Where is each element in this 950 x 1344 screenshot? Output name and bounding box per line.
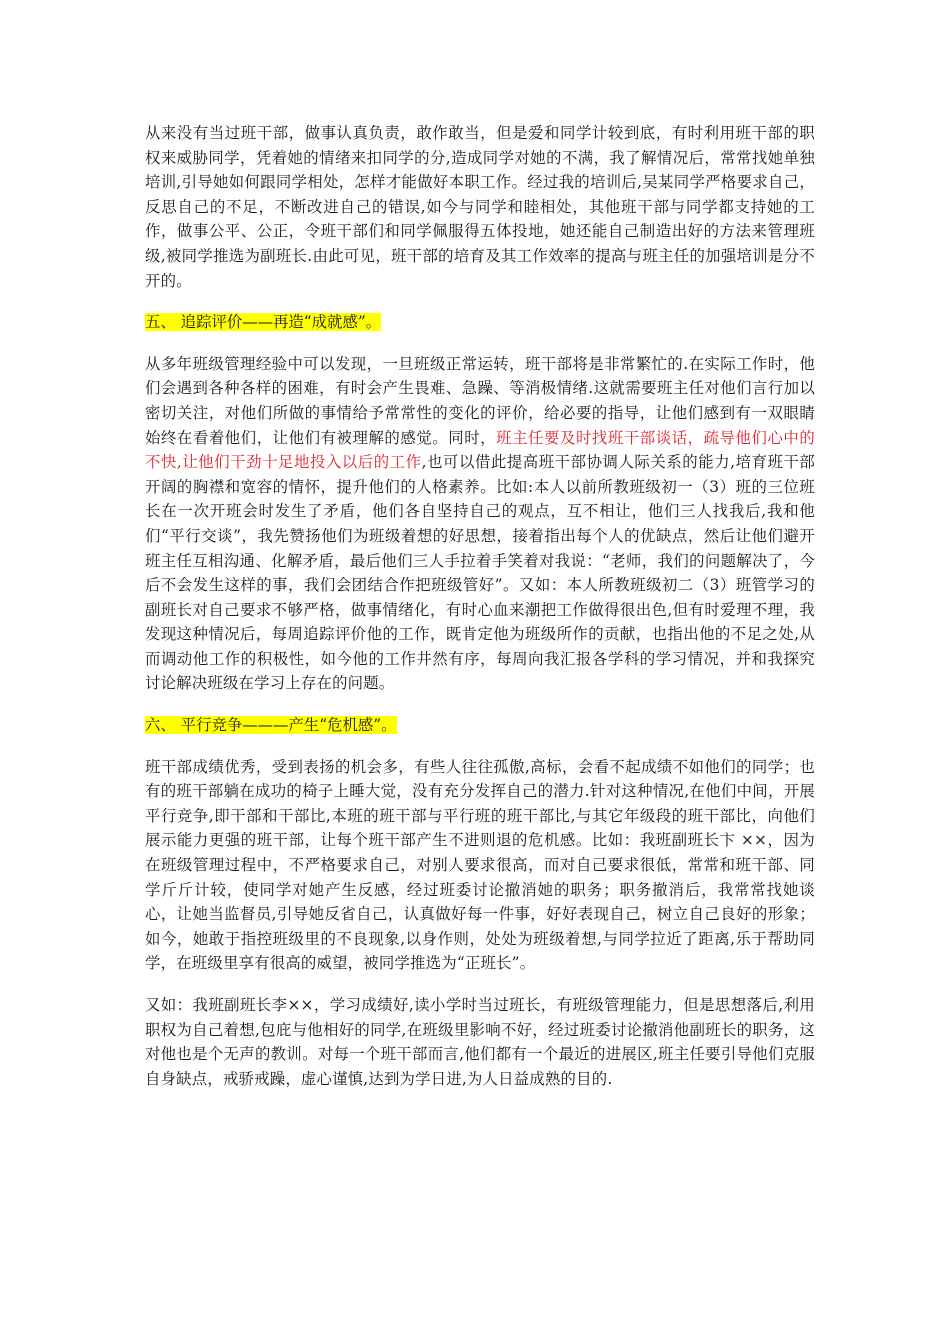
text-run: 从多年班级管理经验中可以发现，一旦班级正常运转，班干部将是非常繁忙的.在实际工作时，他们会遇到各种各样的困难，有时会产生畏难、急躁、等消极情绪.这就需要班主任对他们言行加以密切关注，对他们所做的事情给予常常性的变化的评价，给必要的指导，让他们感到有一双眼睛始终在看着他们，让他们有被理解的感觉。同时， xyxy=(145,354,815,447)
section-heading-5 xyxy=(145,310,815,335)
section-heading-6 xyxy=(145,713,815,738)
paragraph-parallel-competition: 班干部成绩优秀，受到表扬的机会多，有些人往往孤傲,高标，会看不起成绩不如他们的同学；也有的班干部躺在成功的椅子上睡大觉，没有充分发挥自己的潜力.针对这种情况,在他们中间，开展平行竞争,即干部和干部比,本班的班干部与平行班的班干部比,与其它年级段的班干部比，向他们展示能力更强的班干部，让每个班干部产生不进则退的危机感。比如：我班副班长卞 ××，因为在班级管理过程中，不严格要求自己，对别人要求很高，而对自己要求很低，常常和班干部、同学斤斤计较，使同学对她产生反感，经过班委讨论撤消她的职务；职务撤消后，我常常找她谈心，让她当监督员,引导她反省自己，认真做好每一件事，好好表现自己，树立自己良好的形象；如今，她敢于指控班级里的不良现象,以身作则，处处为班级着想,与同学拉近了距离,乐于帮助同学，在班级里享有很高的威望，被同学推选为“正班长”。 xyxy=(145,757,815,973)
text-run: ,也可以借此提高班干部协调人际关系的能力,培育班干部开阔的胸襟和宽容的情怀，提升他们的人格素养。比如:本人以前所教班级初一（3）班的三位班长在一次开班会时发生了矛盾，他们各自坚持自己的观点，互不相让，他们三人找我后,我和他们“平行交谈”，我先赞扬他们为班级着想的好思想，接着指出每个人的优缺点，然后让他们避开班主任互相沟通、化解矛盾，最后他们三人手拉着手笑着对我说：“老师，我们的问题解决了，今后不会发生这样的事，我们会团结合作把班级管好”。又如：本人所教班级初二（3）班管学习的副班长对自己要求不够严格，做事情绪化，有时心血来潮把工作做得很出色,但有时爱理不理，我发现这种情况后，每周追踪评价他的工作，既肯定他为班级所作的贡献，也指出他的不足之处,从而调动他工作的积极性，如今他的工作井然有序，每周向我汇报各学科的学习情况，并和我探究讨论解决班级在学习上存在的问题。 xyxy=(145,453,815,693)
paragraph-training: 从来没有当过班干部，做事认真负责，敢作敢当，但是爱和同学计较到底，有时利用班干部的职权来威胁同学，凭着她的情绪来扣同学的分,造成同学对她的不满，我了解情况后，常常找她单独培训,引导她如何跟同学相处，怎样才能做好本职工作。经过我的培训后,吴某同学严格要求自己，反思自己的不足，不断改进自己的错误,如今与同学和睦相处，其他班干部与同学都支持她的工作，做事公平、公正，令班干部们和同学佩服得五体投地，她还能自己制造出好的方法来管理班级,被同学推选为副班长.由此可见，班干部的培育及其工作效率的提高与班主任的加强培训是分不开的。 xyxy=(145,124,815,290)
emphasized-text: 班主任要及时找班干部谈话，疏导他们心中的不快,让他们干劲十足地投入以后的工作 xyxy=(145,428,815,472)
paragraph-example: 又如：我班副班长李××，学习成绩好,读小学时当过班长，有班级管理能力，但是思想落后,利用职权为自己着想,包庇与他相好的同学,在班级里影响不好，经过班委讨论撤消他副班长的职务，这对他也是个无声的教训。对每一个班干部而言,他们都有一个最近的进展区,班主任要引导他们克服自身缺点，戒骄戒躁，虚心谨慎,达到为学日进,为人日益成熟的目的. xyxy=(145,996,815,1088)
paragraph-tracking-evaluation xyxy=(145,352,815,696)
document-body xyxy=(145,121,815,1091)
heading-highlight: 六、 平行竞争———产生“危机感”。 xyxy=(145,716,397,735)
heading-highlight: 五、 追踪评价——再造“成就感”。 xyxy=(145,313,382,332)
